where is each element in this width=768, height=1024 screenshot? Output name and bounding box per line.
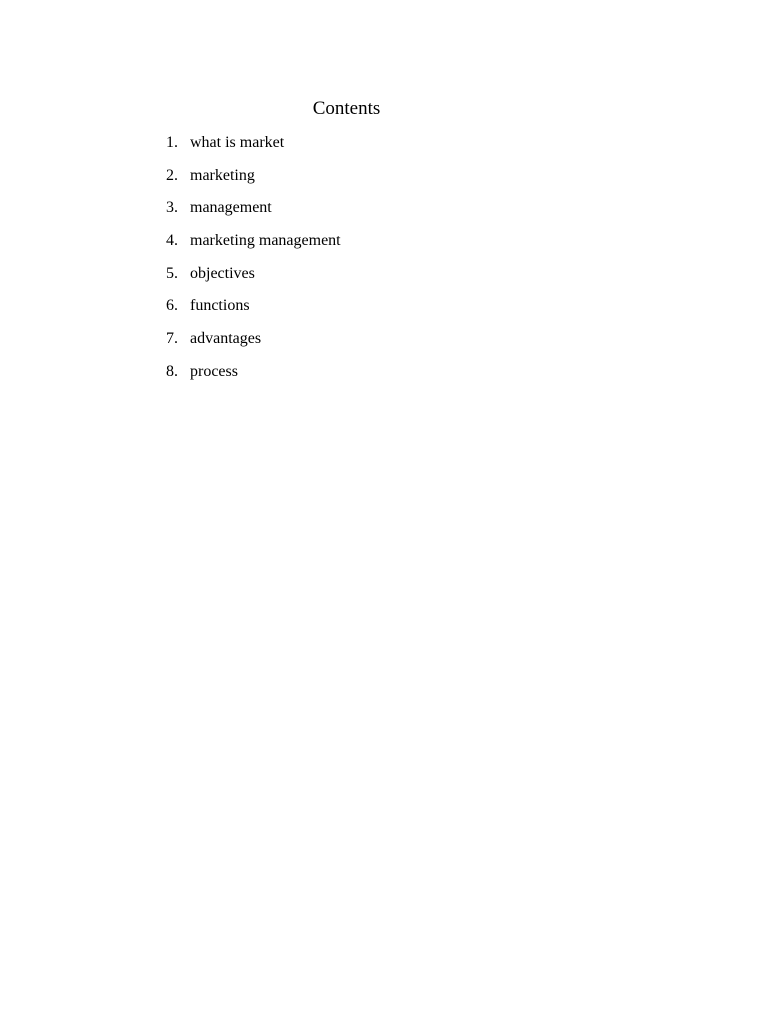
contents-item (166, 262, 341, 295)
contents-item-number: 4. (166, 232, 178, 250)
contents-item-label: process (190, 362, 238, 380)
contents-item-number: 2. (166, 166, 178, 184)
contents-item (166, 360, 341, 393)
contents-item-number: 7. (166, 330, 178, 348)
contents-item-number: 3. (166, 199, 178, 217)
contents-item (166, 196, 341, 229)
contents-item-number: 6. (166, 297, 178, 315)
contents-item (166, 327, 341, 360)
contents-item (166, 131, 341, 164)
contents-item (166, 294, 341, 327)
contents-item (166, 164, 341, 197)
contents-item-number: 1. (166, 134, 178, 151)
contents-item-label: advantages (190, 330, 262, 348)
contents-item-label: marketing (190, 166, 255, 184)
contents-item-label: functions (190, 297, 250, 315)
contents-list (166, 131, 341, 393)
contents-item-number: 5. (166, 264, 178, 282)
contents-item-number: 8. (166, 362, 178, 380)
contents-item-label: marketing management (190, 232, 341, 250)
contents-item (166, 229, 341, 262)
contents-item-label: objectives (190, 264, 255, 282)
page-title: Contents (312, 98, 381, 119)
contents-item-label: management (190, 199, 272, 217)
contents-item-label: what is market (190, 134, 285, 151)
